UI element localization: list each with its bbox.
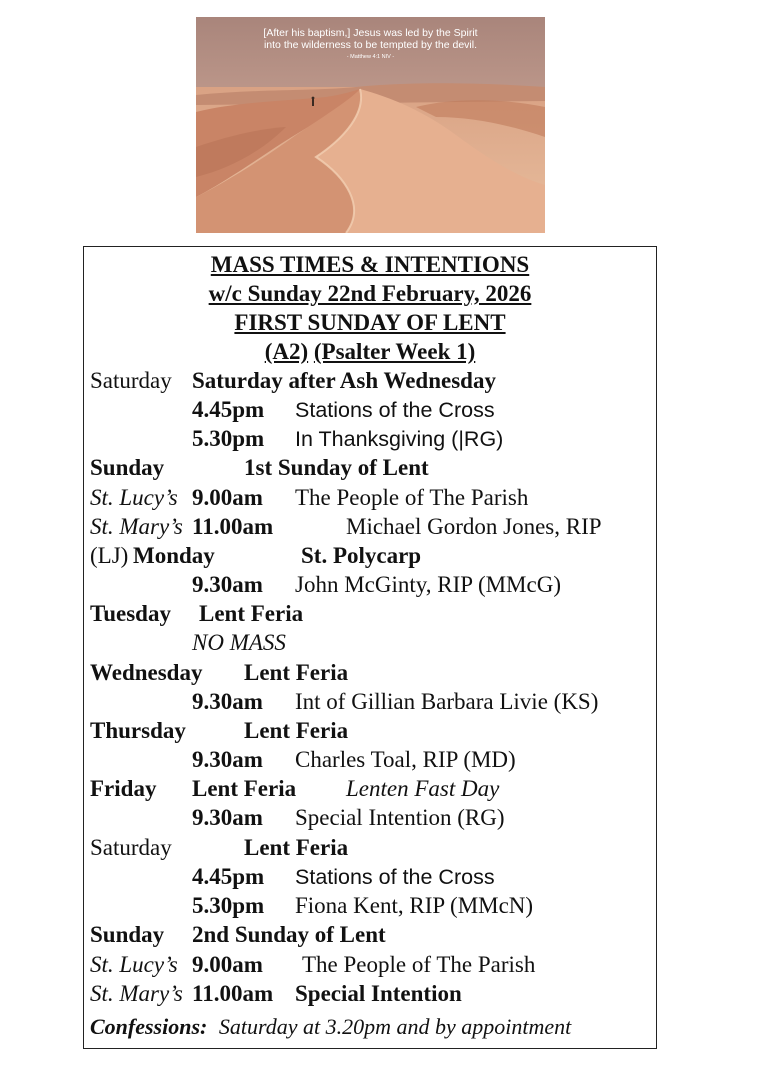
mass-time: 9.30am (192, 747, 263, 772)
banner-quote-line2: into the wilderness to be tempted by the devil. (263, 39, 478, 51)
mass-time: 9.30am (192, 689, 263, 714)
liturgical-sunday: FIRST SUNDAY OF LENT (234, 310, 506, 335)
intention-text: Michael Gordon Jones, RIP (346, 514, 602, 539)
day-label: Saturday (90, 835, 172, 860)
notice-title: MASS TIMES & INTENTIONS (210, 252, 530, 277)
church-label: St. Lucy’s (90, 952, 178, 977)
mass-time: 9.00am (192, 952, 263, 977)
day-label: Tuesday (90, 601, 171, 626)
lectionary-cycle: (A2) (264, 339, 309, 364)
day-label: Sunday (90, 922, 165, 947)
feast-label: St. Polycarp (301, 543, 422, 568)
banner-quote-line1: [After his baptism,] Jesus was led by the Spirit (263, 27, 478, 39)
intention-text: Int of Gillian Barbara Livie (KS) (295, 689, 599, 714)
confessions-text: Saturday at 3.20pm and by appointment (218, 1014, 572, 1039)
feast-label: Lent Feria (244, 835, 349, 860)
intention-text: Charles Toal, RIP (MD) (295, 747, 516, 772)
mass-time: 4.45pm (192, 397, 265, 422)
intention-text: Special Intention (295, 981, 462, 1006)
banner-reference: - Matthew 4:1 NIV - (346, 54, 395, 60)
church-label: St. Mary’s (90, 981, 183, 1006)
week-commencing: w/c Sunday 22nd February, 2026 (208, 281, 532, 306)
mass-time: 11.00am (192, 514, 274, 539)
feast-label: Lent Feria (192, 776, 297, 801)
intention-text: The People of The Parish (295, 485, 529, 510)
day-label: Saturday (90, 368, 172, 393)
feast-label: Lent Feria (199, 601, 304, 626)
feast-label: Saturday after Ash Wednesday (192, 368, 496, 393)
confessions-line (90, 1013, 571, 1041)
intention-text: Fiona Kent, RIP (MMcN) (295, 893, 534, 918)
desert-banner-image (196, 17, 545, 233)
day-label: Monday (133, 543, 215, 568)
confessions-label: Confessions: (90, 1014, 208, 1039)
mass-time: 11.00am (192, 981, 274, 1006)
church-label: St. Mary’s (90, 514, 183, 539)
day-label: Friday (90, 776, 157, 801)
no-mass-note: NO MASS (192, 630, 286, 655)
cycle-psalter-line (84, 338, 656, 366)
day-label: Sunday (90, 455, 165, 480)
desert-dunes-picture (196, 17, 545, 233)
intention-text: Stations of the Cross (295, 865, 495, 889)
fast-day-note: Lenten Fast Day (346, 776, 500, 801)
mass-time: 9.30am (192, 572, 263, 597)
day-label: Wednesday (90, 660, 203, 685)
feast-label: Lent Feria (244, 718, 349, 743)
mass-time: 5.30pm (192, 893, 265, 918)
mass-time: 9.00am (192, 485, 263, 510)
intention-text: Stations of the Cross (295, 398, 495, 422)
feast-label: 2nd Sunday of Lent (192, 922, 386, 947)
mass-time: 9.30am (192, 805, 263, 830)
intention-text: The People of The Parish (302, 952, 536, 977)
mass-times-notice (83, 246, 657, 1049)
intention-initials: (LJ) (90, 543, 129, 568)
psalter-week: (Psalter Week 1) (313, 339, 476, 364)
intention-text: Special Intention (RG) (295, 805, 505, 830)
feast-label: 1st Sunday of Lent (244, 455, 429, 480)
intention-text: John McGinty, RIP (MMcG) (295, 572, 561, 597)
mass-time: 4.45pm (192, 864, 265, 889)
mass-time: 5.30pm (192, 426, 265, 451)
feast-label: Lent Feria (244, 660, 349, 685)
day-label: Thursday (90, 718, 186, 743)
church-label: St. Lucy’s (90, 485, 178, 510)
intention-text: In Thanksgiving (|RG) (295, 427, 504, 451)
